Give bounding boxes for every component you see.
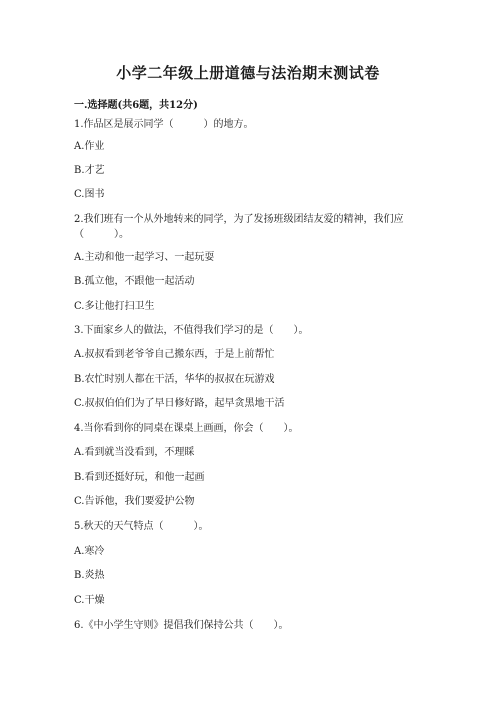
question-1-option-b: B.才艺 (74, 165, 105, 176)
question-2-stem: 2.我们班有一个从外地转来的同学，为了发扬班级团结友爱的精神，我们应 (74, 214, 404, 225)
question-3-option-c: C.叔叔伯伯们为了早日修好路，起早贪黑地干活 (74, 398, 285, 409)
question-4-stem: 4.当你看到你的同桌在课桌上画画，你会（ ）。 (74, 423, 299, 434)
question-4-option-b: B.看到还挺好玩，和他一起画 (74, 472, 205, 483)
question-2-option-c: C.多让他打扫卫生 (74, 301, 155, 312)
question-1-option-a: A.作业 (74, 141, 105, 152)
question-6-stem: 6.《中小学生守则》提倡我们保持公共（ ）。 (74, 620, 289, 631)
question-4-option-c: C.告诉他，我们要爱护公物 (74, 496, 195, 507)
question-2-option-b: B.孤立他，不跟他一起活动 (74, 276, 195, 287)
question-4-option-a: A.看到就当没看到，不理睬 (74, 447, 195, 458)
question-1-option-c: C.图书 (74, 189, 105, 200)
question-5-stem: 5.秋天的天气特点（ ）。 (74, 521, 209, 532)
question-3-stem: 3.下面家乡人的做法，不值得我们学习的是（ ）。 (74, 325, 309, 336)
page-title: 小学二年级上册道德与法治期末测试卷 (116, 64, 380, 82)
question-5-option-c: C.干燥 (74, 595, 105, 606)
question-1-stem: 1.作品区是展示同学（ ）的地方。 (74, 119, 254, 130)
section-heading: 一.选择题(共6题，共12分) (74, 100, 198, 111)
question-3-option-b: B.农忙时别人都在干活，华华的叔叔在玩游戏 (74, 374, 275, 385)
question-2-stem-continued: （ ）。 (74, 229, 129, 240)
question-5-option-a: A.寒冷 (74, 546, 105, 557)
question-5-option-b: B.炎热 (74, 570, 105, 581)
question-2-option-a: A.主动和他一起学习、一起玩耍 (74, 252, 215, 263)
question-3-option-a: A.叔叔看到老爷爷自己搬东西，于是上前帮忙 (74, 349, 275, 360)
